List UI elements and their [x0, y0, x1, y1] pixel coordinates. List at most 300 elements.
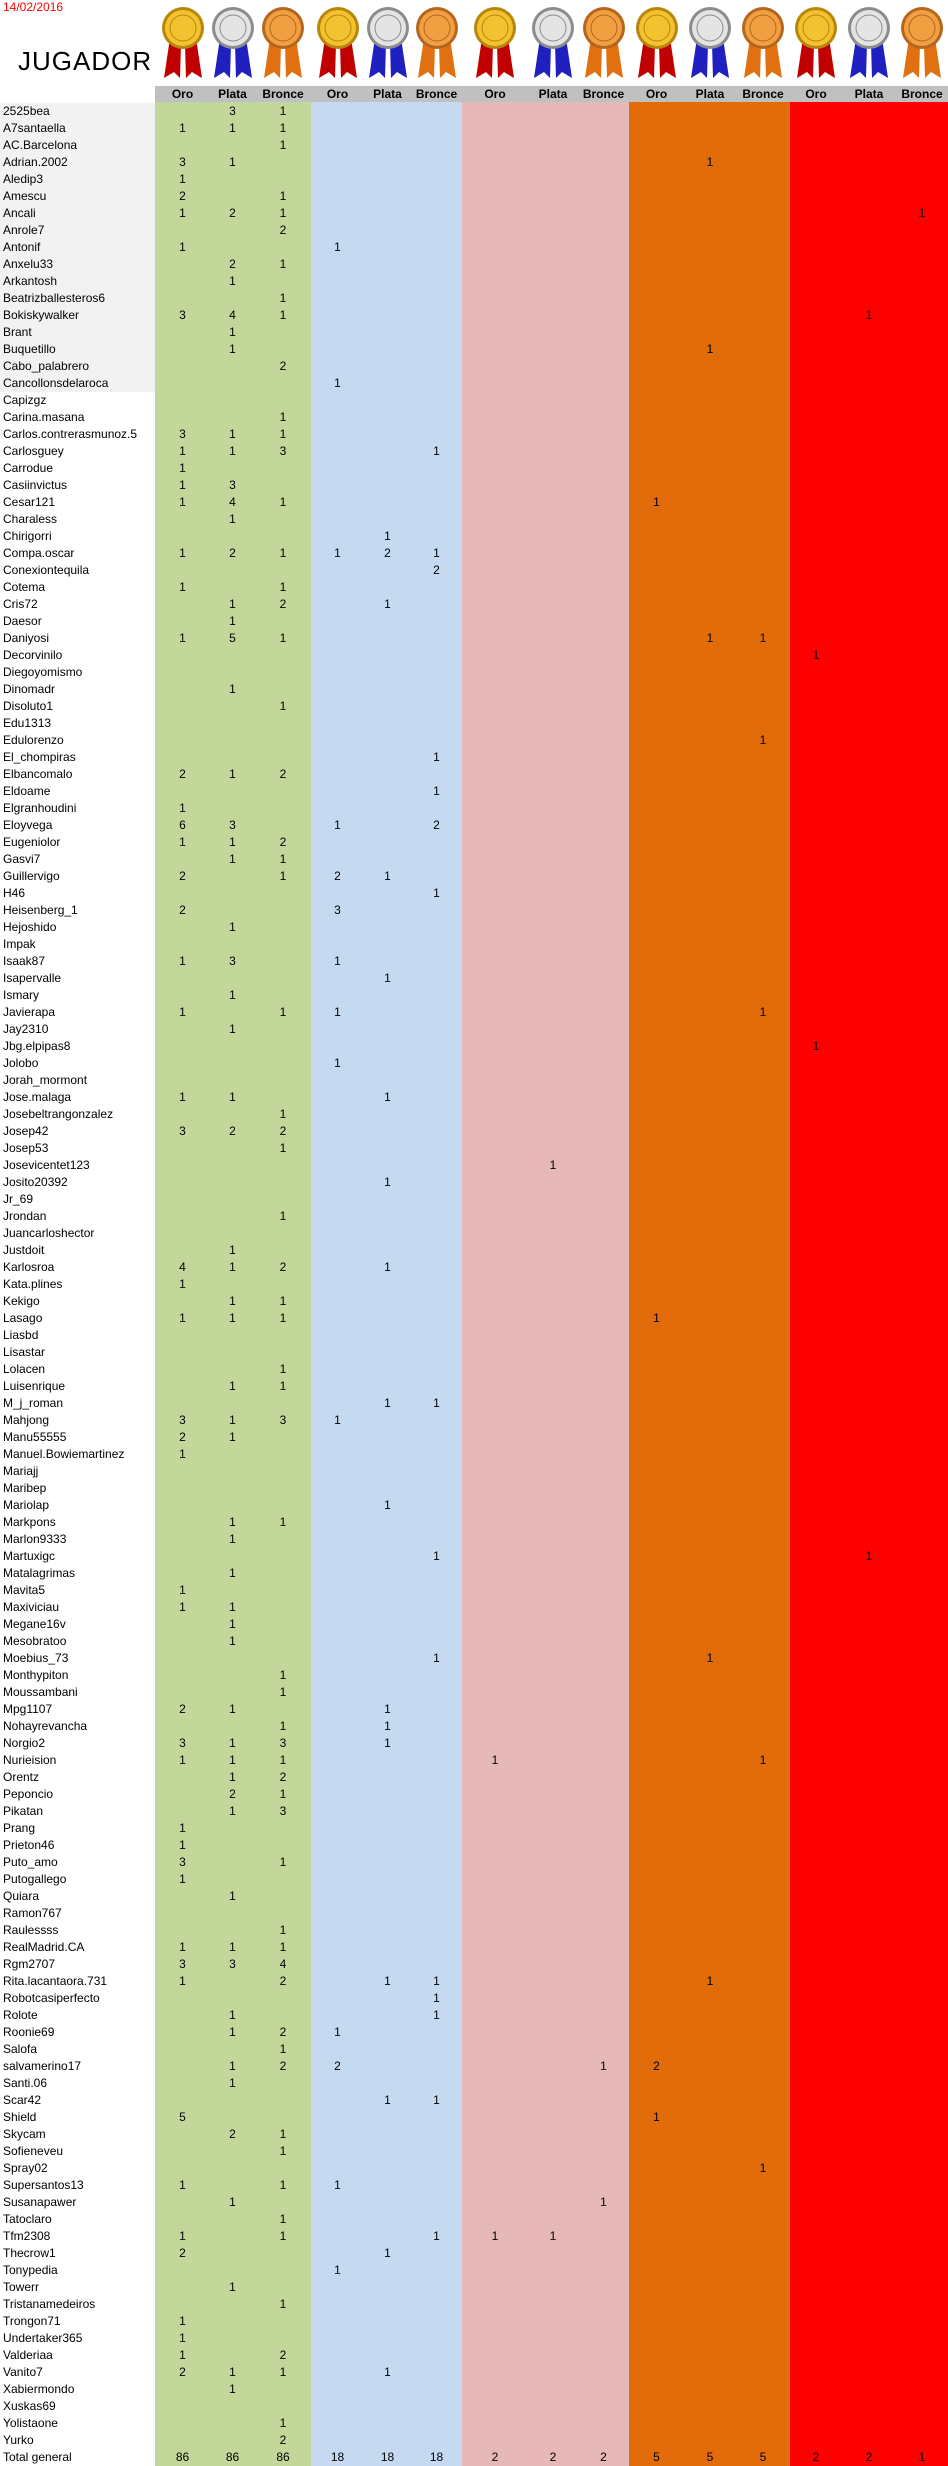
column-header: Oro [645, 87, 668, 101]
player-name: RealMadrid.CA [3, 1940, 85, 1954]
medal-count-cell: 2 [229, 257, 236, 271]
medal-count-cell: 2 [179, 2365, 186, 2379]
medal-count-cell: 1 [229, 1294, 236, 1308]
medal-count-cell: 1 [229, 2382, 236, 2396]
column-header: Bronce [262, 87, 304, 101]
medal-count-cell: 1 [491, 1753, 499, 1767]
player-name: Jorah_mormont [3, 1073, 88, 1087]
medal-count-cell: 1 [179, 172, 186, 186]
medal-count-cell: 1 [279, 1685, 287, 1699]
player-name: A7santaella [3, 121, 66, 135]
player-row [0, 341, 948, 358]
medal-count-cell: 1 [279, 546, 287, 560]
player-row [0, 2177, 948, 2194]
medal-count-cell: 1 [179, 631, 186, 645]
bronze-medal-icon [581, 4, 627, 80]
medal-count-cell: 1 [334, 240, 341, 254]
player-row [0, 1327, 948, 1344]
medal-count-cell: 1 [384, 1175, 391, 1189]
medal-count-cell: 2 [279, 1974, 287, 1988]
medal-count-cell: 1 [279, 2229, 287, 2243]
medal-count-cell: 1 [229, 920, 236, 934]
medal-count-cell: 3 [229, 1957, 236, 1971]
medal-count-cell: 1 [433, 444, 440, 458]
medal-count-cell: 3 [179, 1124, 186, 1138]
medal-count-cell: 1 [179, 121, 186, 135]
player-row [0, 1905, 948, 1922]
player-name: Elgranhoudini [3, 801, 77, 815]
player-name: Dinomadr [3, 682, 56, 696]
medal-count-cell: 1 [229, 1753, 236, 1767]
medal-count-cell: 1 [865, 1549, 873, 1563]
player-row [0, 698, 948, 715]
player-row [0, 2381, 948, 2398]
medal-count-cell: 1 [229, 1090, 236, 1104]
player-name: Isapervalle [3, 971, 62, 985]
medal-count-cell: 1 [433, 1396, 440, 1410]
medal-count-cell: 2 [229, 2127, 236, 2141]
player-name: Eldoame [3, 784, 51, 798]
medal-count-cell: 1 [279, 1362, 287, 1376]
player-name: Puto_amo [3, 1855, 58, 1869]
medal-count-cell: 2 [179, 869, 186, 883]
player-name: Buquetillo [3, 342, 56, 356]
medal-count-cell: 1 [229, 1634, 236, 1648]
medal-count-cell: 2 [279, 1260, 287, 1274]
medal-count-cell: 3 [334, 903, 341, 917]
gold-medal-icon [472, 4, 518, 80]
bronze-medal-icon [899, 4, 945, 80]
medal-count-cell: 1 [600, 2059, 607, 2073]
medal-count-cell: 3 [179, 1855, 186, 1869]
player-name: Guillervigo [3, 869, 60, 883]
player-row [0, 1004, 948, 1021]
gold-medal-icon [160, 4, 206, 80]
player-row [0, 1837, 948, 1854]
player-row [0, 1616, 948, 1633]
medal-count-cell: 1 [179, 1821, 186, 1835]
medal-count-cell: 1 [433, 2229, 440, 2243]
player-row [0, 783, 948, 800]
medal-count-cell: 2 [279, 597, 287, 611]
player-name: Towerr [3, 2280, 40, 2294]
player-row [0, 1701, 948, 1718]
total-cell: 2 [865, 2450, 873, 2464]
player-row [0, 2024, 948, 2041]
player-name: Tristanamedeiros [3, 2297, 96, 2311]
player-row [0, 1276, 948, 1293]
player-name: Manuel.Bowiemartinez [3, 1447, 125, 1461]
medal-count-cell: 2 [384, 546, 391, 560]
medal-count-cell: 3 [229, 818, 236, 832]
player-name: Undertaker365 [3, 2331, 83, 2345]
player-row [0, 2126, 948, 2143]
medal-count-cell: 1 [706, 631, 714, 645]
medal-count-cell: 1 [279, 1940, 287, 1954]
player-row [0, 562, 948, 579]
player-name: Heisenberg_1 [3, 903, 78, 917]
medal-count-cell: 1 [706, 1651, 714, 1665]
player-name: Compa.oscar [3, 546, 75, 560]
medal-count-cell: 2 [433, 818, 440, 832]
medal-count-cell: 1 [384, 1719, 391, 1733]
player-row [0, 1106, 948, 1123]
player-name: Chirigorri [3, 529, 52, 543]
medal-count-cell: 2 [279, 2025, 287, 2039]
medal-count-cell: 1 [653, 1311, 660, 1325]
medal-count-cell: 1 [279, 410, 287, 424]
player-row [0, 936, 948, 953]
player-row [0, 613, 948, 630]
medal-count-cell: 1 [384, 1396, 391, 1410]
player-row [0, 1752, 948, 1769]
medal-count-cell: 1 [279, 852, 287, 866]
player-row [0, 1310, 948, 1327]
player-name: Rita.lacantaora.731 [3, 1974, 108, 1988]
medal-count-cell: 1 [279, 2042, 287, 2056]
medal-count-cell: 1 [229, 427, 236, 441]
column-header: Oro [805, 87, 827, 101]
player-name: Tfm2308 [3, 2229, 51, 2243]
player-row [0, 2109, 948, 2126]
player-name: Prang [3, 1821, 36, 1835]
medal-count-cell: 1 [384, 971, 391, 985]
total-cell: 2 [600, 2450, 607, 2464]
medal-count-cell: 1 [229, 342, 236, 356]
medal-count-cell: 1 [229, 1413, 236, 1427]
medal-count-cell: 3 [279, 1736, 287, 1750]
medal-count-cell: 1 [179, 2229, 186, 2243]
player-row [0, 2160, 948, 2177]
player-name: Mariolap [3, 1498, 50, 1512]
player-row [0, 2143, 948, 2160]
medal-count-cell: 2 [229, 1787, 236, 1801]
medal-count-cell: 1 [433, 1651, 440, 1665]
player-row [0, 1446, 948, 1463]
player-row [0, 239, 948, 256]
player-row [0, 1939, 948, 1956]
player-row [0, 2296, 948, 2313]
medal-count-cell: 2 [433, 563, 440, 577]
medal-count-cell: 3 [279, 1804, 287, 1818]
medal-count-cell: 1 [384, 1702, 391, 1716]
player-name: Shield [3, 2110, 37, 2124]
player-row [0, 1157, 948, 1174]
player-row [0, 120, 948, 137]
medal-count-cell: 2 [334, 2059, 341, 2073]
player-name: Decorvinilo [3, 648, 63, 662]
player-row [0, 681, 948, 698]
medal-count-cell: 1 [229, 852, 236, 866]
player-row [0, 2313, 948, 2330]
player-row [0, 885, 948, 902]
medal-count-cell: 1 [229, 597, 236, 611]
player-row [0, 1055, 948, 1072]
bronze-medal-icon [740, 4, 786, 80]
total-cell: 5 [759, 2450, 767, 2464]
player-row [0, 2075, 948, 2092]
player-row [0, 409, 948, 426]
total-label: Total general [3, 2450, 72, 2464]
player-row [0, 1208, 948, 1225]
player-name: Mpg1107 [3, 1702, 53, 1716]
medal-count-cell: 1 [334, 1005, 341, 1019]
medal-count-cell: 1 [179, 2331, 186, 2345]
medal-count-cell: 1 [334, 2025, 341, 2039]
medal-count-cell: 1 [229, 1566, 236, 1580]
player-row [0, 1089, 948, 1106]
player-name: Mariajj [3, 1464, 39, 1478]
player-name: Carrodue [3, 461, 54, 475]
player-name: Cancollonsdelaroca [3, 376, 109, 390]
medal-count-cell: 1 [384, 2246, 391, 2260]
player-row [0, 1956, 948, 1973]
player-row [0, 1242, 948, 1259]
medal-count-cell: 1 [179, 1005, 186, 1019]
medal-count-cell: 3 [179, 155, 186, 169]
player-name: Josep42 [3, 1124, 49, 1138]
medal-count-cell: 2 [279, 2059, 287, 2073]
player-row [0, 1735, 948, 1752]
player-row [0, 2330, 948, 2347]
player-row [0, 290, 948, 307]
medal-count-cell: 1 [179, 835, 186, 849]
player-name: Eugeniolor [3, 835, 61, 849]
medal-count-cell: 1 [179, 1311, 186, 1325]
player-name: Yurko [3, 2433, 34, 2447]
player-name: Karlosroa [3, 1260, 55, 1274]
medal-count-cell: 3 [229, 104, 236, 118]
medal-count-cell: 6 [179, 818, 186, 832]
medal-count-cell: 1 [229, 1770, 236, 1784]
player-name: Aledip3 [3, 172, 44, 186]
player-row [0, 171, 948, 188]
medal-count-cell: 5 [179, 2110, 186, 2124]
gold-medal-icon [793, 4, 839, 80]
medal-count-cell: 1 [179, 240, 186, 254]
player-name: Markpons [3, 1515, 56, 1529]
player-name: Javierapa [3, 1005, 56, 1019]
medal-count-cell: 1 [334, 546, 341, 560]
medal-count-cell: 1 [279, 1311, 287, 1325]
medal-count-cell: 2 [229, 206, 236, 220]
player-name: Kata.plines [3, 1277, 63, 1291]
medal-count-cell: 2 [179, 1702, 186, 1716]
medal-count-cell: 2 [279, 767, 287, 781]
medal-count-cell: 2 [279, 223, 287, 237]
column-header: Plata [218, 87, 247, 101]
player-row [0, 154, 948, 171]
player-row [0, 1650, 948, 1667]
player-name: Bokiskywalker [3, 308, 80, 322]
medal-count-cell: 1 [179, 580, 186, 594]
medal-count-cell: 1 [229, 444, 236, 458]
player-name: Jay2310 [3, 1022, 49, 1036]
column-header: Plata [854, 87, 884, 101]
medal-count-cell: 1 [279, 2416, 287, 2430]
column-header: Bronce [582, 87, 625, 101]
player-name: Xuskas69 [3, 2399, 56, 2413]
player-name: Spray02 [3, 2161, 48, 2175]
player-row [0, 1973, 948, 1990]
player-name: Jose.malaga [3, 1090, 72, 1104]
player-name: Impak [3, 937, 36, 951]
total-cell: 5 [706, 2450, 714, 2464]
medal-count-cell: 1 [433, 1991, 440, 2005]
player-name: Charaless [3, 512, 58, 526]
player-row [0, 1259, 948, 1276]
medal-count-cell: 1 [279, 427, 287, 441]
player-row [0, 1497, 948, 1514]
player-name: Lasago [3, 1311, 43, 1325]
player-row [0, 1565, 948, 1582]
total-row [0, 2449, 948, 2466]
total-cell: 2 [491, 2450, 499, 2464]
player-row [0, 2415, 948, 2432]
player-row [0, 324, 948, 341]
player-name: Susanapawer [3, 2195, 77, 2209]
medal-count-cell: 1 [229, 1243, 236, 1257]
medal-count-cell: 1 [865, 308, 873, 322]
player-name: Gasvi7 [3, 852, 41, 866]
player-name: Scar42 [3, 2093, 42, 2107]
medal-count-cell: 1 [384, 597, 391, 611]
player-name: Peponcio [3, 1787, 54, 1801]
medal-count-cell: 1 [812, 1039, 820, 1053]
medal-count-cell: 3 [229, 954, 236, 968]
player-row [0, 1072, 948, 1089]
player-name: Yolistaone [3, 2416, 58, 2430]
player-name: Trongon71 [3, 2314, 61, 2328]
gold-medal-icon [634, 4, 680, 80]
medal-count-cell: 1 [279, 206, 287, 220]
player-row [0, 1191, 948, 1208]
player-row [0, 987, 948, 1004]
player-name: Liasbd [3, 1328, 39, 1342]
player-row [0, 256, 948, 273]
medal-count-cell: 1 [384, 1974, 391, 1988]
player-row [0, 477, 948, 494]
player-name: Conexiontequila [3, 563, 90, 577]
player-name: Kekigo [3, 1294, 40, 1308]
player-row [0, 1548, 948, 1565]
player-row [0, 647, 948, 664]
medal-count-cell: 1 [334, 1056, 341, 1070]
player-name: Edulorenzo [3, 733, 64, 747]
player-name: Daniyosi [3, 631, 50, 645]
medal-count-cell: 1 [179, 2178, 186, 2192]
medal-count-cell: 3 [179, 308, 186, 322]
player-name: Eloyvega [3, 818, 53, 832]
medal-count-cell: 1 [759, 1005, 767, 1019]
medal-count-cell: 1 [229, 1515, 236, 1529]
player-row [0, 528, 948, 545]
player-row [0, 1854, 948, 1871]
medal-count-cell: 2 [653, 2059, 660, 2073]
medal-count-cell: 1 [229, 1311, 236, 1325]
medal-count-cell: 4 [279, 1957, 287, 1971]
medal-count-cell: 2 [279, 359, 287, 373]
player-name: Carina.masana [3, 410, 85, 424]
player-name: Tonypedia [3, 2263, 58, 2277]
medal-count-cell: 2 [179, 2246, 186, 2260]
player-row [0, 1174, 948, 1191]
player-name: Skycam [3, 2127, 46, 2141]
total-cell: 18 [330, 2450, 345, 2464]
player-row [0, 1140, 948, 1157]
player-name: Cesar121 [3, 495, 56, 509]
medal-count-cell: 1 [279, 1107, 287, 1121]
player-name: Moussambani [3, 1685, 78, 1699]
player-row [0, 426, 948, 443]
medal-count-cell: 1 [229, 2195, 236, 2209]
medal-count-cell: 3 [179, 427, 186, 441]
player-row [0, 273, 948, 290]
medal-count-cell: 1 [918, 206, 926, 220]
medal-count-cell: 4 [229, 308, 236, 322]
medal-count-cell: 1 [229, 614, 236, 628]
medal-count-cell: 1 [229, 121, 236, 135]
medal-count-cell: 1 [759, 733, 767, 747]
total-cell: 86 [175, 2450, 190, 2464]
player-name: Capizgz [3, 393, 47, 407]
player-row [0, 443, 948, 460]
player-name: Sofieneveu [3, 2144, 64, 2158]
player-row [0, 1378, 948, 1395]
player-name: H46 [3, 886, 26, 900]
medal-count-cell: 1 [279, 2127, 287, 2141]
medal-count-cell: 1 [229, 1889, 236, 1903]
medal-count-cell: 1 [179, 461, 186, 475]
player-name: Luisenrique [3, 1379, 66, 1393]
player-row [0, 1361, 948, 1378]
medal-count-cell: 1 [491, 2229, 499, 2243]
player-name: Josebeltrangonzalez [3, 1107, 114, 1121]
player-row [0, 1021, 948, 1038]
player-name: Josep53 [3, 1141, 49, 1155]
medal-count-cell: 2 [229, 1124, 236, 1138]
medal-count-cell: 1 [279, 631, 287, 645]
medal-count-cell: 1 [229, 2076, 236, 2090]
player-name: 2525bea [3, 104, 50, 118]
medal-count-cell: 1 [179, 1872, 186, 1886]
medal-count-cell: 1 [433, 1974, 440, 1988]
player-name: Elbancomalo [3, 767, 73, 781]
player-row [0, 1344, 948, 1361]
player-name: M_j_roman [3, 1396, 64, 1410]
medal-count-cell: 1 [279, 121, 287, 135]
player-row [0, 2092, 948, 2109]
medal-count-cell: 1 [229, 1600, 236, 1614]
total-cell: 18 [380, 2450, 395, 2464]
medal-count-cell: 1 [179, 546, 186, 560]
player-row [0, 1412, 948, 1429]
player-row [0, 375, 948, 392]
medal-count-cell: 1 [179, 1583, 186, 1597]
medal-count-cell: 1 [334, 954, 341, 968]
medal-count-cell: 1 [229, 2025, 236, 2039]
medal-count-cell: 1 [179, 1838, 186, 1852]
player-name: Casiinvictus [3, 478, 68, 492]
player-name: Justdoit [3, 1243, 45, 1257]
medal-count-cell: 1 [334, 2263, 341, 2277]
medal-count-cell: 1 [279, 189, 287, 203]
medal-count-cell: 1 [384, 529, 391, 543]
player-name: Anxelu33 [3, 257, 54, 271]
player-name: Moebius_73 [3, 1651, 69, 1665]
gold-medal-icon [315, 4, 361, 80]
player-name: Orentz [3, 1770, 40, 1784]
